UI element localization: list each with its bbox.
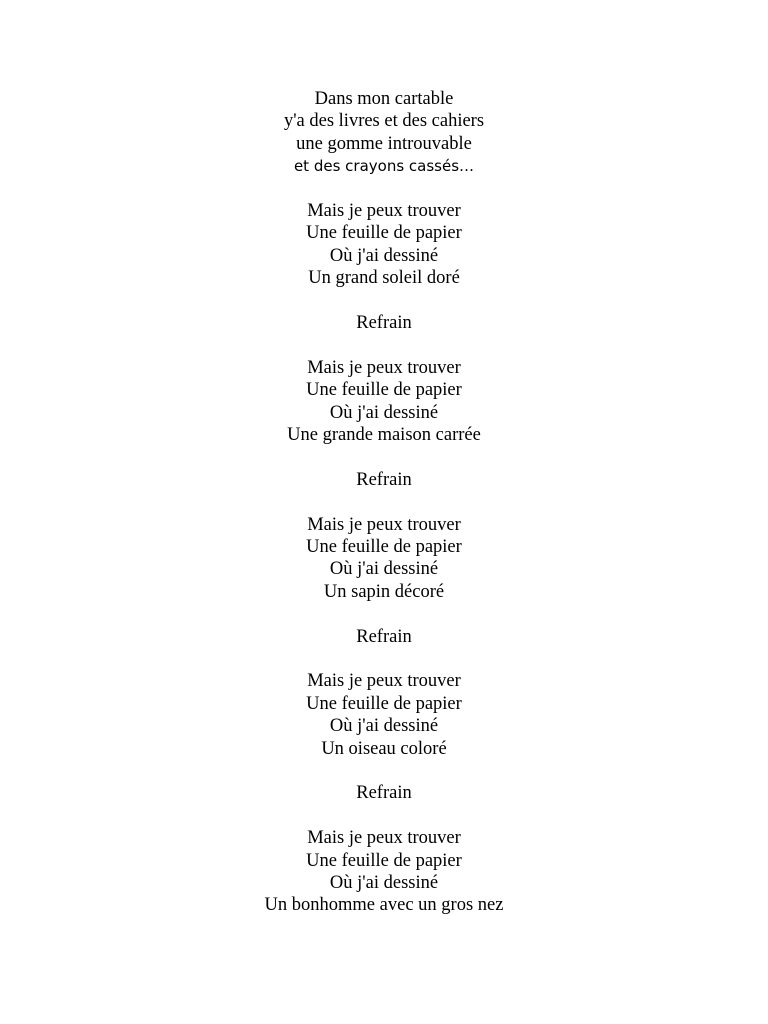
- poem-line: Mais je peux trouver: [307, 201, 461, 222]
- poem-line: Une feuille de papier: [306, 850, 462, 871]
- poem-line: Mais je peux trouver: [307, 514, 461, 535]
- poem-line: Où j'ai dessiné: [329, 716, 439, 737]
- poem-line: Mais je peux trouver: [307, 671, 461, 692]
- poem-line: Un grand soleil doré: [308, 268, 460, 289]
- poem-line: Un sapin décoré: [323, 581, 445, 602]
- verse-stanza: [0, 200, 768, 290]
- verse-stanza: [0, 670, 768, 760]
- poem-line: Une feuille de papier: [306, 380, 462, 401]
- verse-stanza: [0, 827, 768, 917]
- poem-line: Mais je peux trouver: [307, 357, 461, 378]
- poem-line: Où j'ai dessiné: [329, 245, 439, 266]
- refrain-label: Refrain: [356, 783, 412, 804]
- poem-line: une gomme introuvable: [296, 133, 472, 154]
- poem-line: Une feuille de papier: [306, 223, 462, 244]
- poem-line: Un oiseau coloré: [321, 738, 447, 759]
- refrain-label: Refrain: [356, 313, 412, 334]
- poem-line: Un bonhomme avec un gros nez: [264, 895, 504, 916]
- poem-line: Dans mon cartable: [314, 89, 454, 109]
- poem-line: Où j'ai dessiné: [329, 402, 439, 423]
- poem-line: Où j'ai dessiné: [329, 559, 439, 580]
- poem-line: et des crayons cassés…: [293, 157, 475, 176]
- poem-page: [0, 88, 768, 939]
- poem-line: Une feuille de papier: [306, 537, 462, 558]
- refrain-label: Refrain: [356, 626, 412, 647]
- poem-line: Une grande maison carrée: [287, 425, 481, 446]
- verse-stanza: [0, 357, 768, 447]
- poem-line: Où j'ai dessiné: [329, 873, 439, 894]
- verse-stanza: [0, 514, 768, 604]
- poem-line: Une feuille de papier: [306, 693, 462, 714]
- poem-line: y'a des livres et des cahiers: [283, 111, 485, 132]
- refrain-label: Refrain: [356, 469, 412, 490]
- poem-line: Mais je peux trouver: [307, 828, 461, 849]
- intro-stanza: [0, 88, 768, 178]
